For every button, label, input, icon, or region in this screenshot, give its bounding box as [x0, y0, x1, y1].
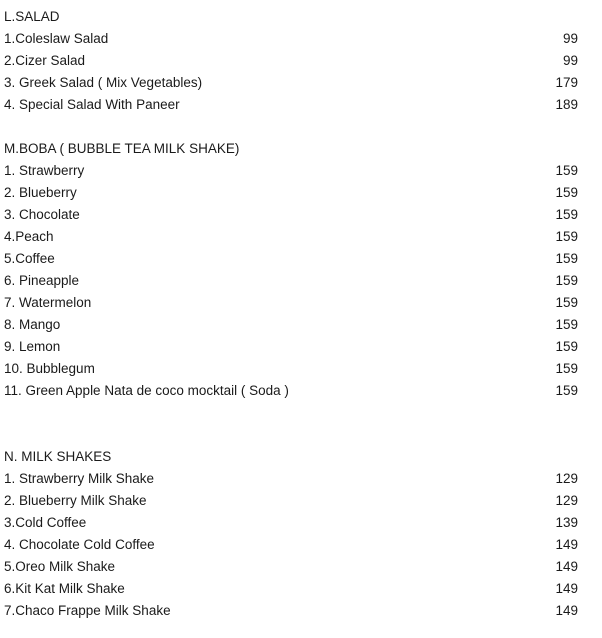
- item-price: 149: [555, 581, 578, 596]
- menu-item: [4, 72, 578, 94]
- menu-item: [4, 468, 578, 490]
- item-price: 189: [555, 97, 578, 112]
- menu-item: [4, 534, 578, 556]
- item-price: 159: [555, 317, 578, 332]
- item-price: 159: [555, 383, 578, 398]
- menu-item: [4, 336, 578, 358]
- section-spacer: [4, 116, 578, 138]
- item-name: 4.Peach: [4, 229, 54, 244]
- item-name: 4. Chocolate Cold Coffee: [4, 537, 155, 552]
- item-price: 129: [555, 471, 578, 486]
- item-price: 159: [555, 185, 578, 200]
- section-heading: N. MILK SHAKES: [4, 449, 112, 464]
- item-price: 149: [555, 537, 578, 552]
- section-salad: [4, 6, 578, 116]
- item-price: 99: [562, 53, 578, 68]
- menu-item: [4, 314, 578, 336]
- section-spacer: [4, 402, 578, 446]
- item-name: 8. Mango: [4, 317, 61, 332]
- menu-item: [4, 556, 578, 578]
- menu-item: [4, 160, 578, 182]
- section-heading: L.SALAD: [4, 9, 60, 24]
- item-name: 7.Chaco Frappe Milk Shake: [4, 603, 171, 618]
- item-name: 1.Coleslaw Salad: [4, 31, 109, 46]
- menu-item: [4, 28, 578, 50]
- item-name: 1. Strawberry: [4, 163, 85, 178]
- item-name: 2.Cizer Salad: [4, 53, 86, 68]
- item-price: 99: [562, 31, 578, 46]
- item-price: 129: [555, 493, 578, 508]
- menu-item: [4, 204, 578, 226]
- item-price: 149: [555, 559, 578, 574]
- item-price: 159: [555, 339, 578, 354]
- item-price: 159: [555, 163, 578, 178]
- item-name: 3. Greek Salad ( Mix Vegetables): [4, 75, 203, 90]
- section-heading: M.BOBA ( BUBBLE TEA MILK SHAKE): [4, 141, 240, 156]
- item-name: 4. Special Salad With Paneer: [4, 97, 180, 112]
- item-name: 3.Cold Coffee: [4, 515, 87, 530]
- item-price: 149: [555, 603, 578, 618]
- item-price: 159: [555, 207, 578, 222]
- item-name: 3. Chocolate: [4, 207, 80, 222]
- item-name: 2. Blueberry: [4, 185, 77, 200]
- menu-item: [4, 226, 578, 248]
- item-price: 159: [555, 229, 578, 244]
- item-name: 9. Lemon: [4, 339, 61, 354]
- menu-item: [4, 270, 578, 292]
- menu-item: [4, 182, 578, 204]
- item-name: 5.Coffee: [4, 251, 55, 266]
- item-price: 179: [555, 75, 578, 90]
- menu-item: [4, 292, 578, 314]
- menu-item: [4, 512, 578, 534]
- menu-item: [4, 600, 578, 622]
- menu-item: [4, 358, 578, 380]
- menu-item: [4, 578, 578, 600]
- menu-item: [4, 490, 578, 512]
- item-name: 11. Green Apple Nata de coco mocktail ( Soda ): [4, 383, 289, 398]
- menu-page: [4, 6, 578, 622]
- section-boba: [4, 138, 578, 402]
- section-milk-shakes: [4, 446, 578, 622]
- item-name: 6. Pineapple: [4, 273, 80, 288]
- menu-item: [4, 248, 578, 270]
- menu-item: [4, 94, 578, 116]
- item-name: 1. Strawberry Milk Shake: [4, 471, 155, 486]
- item-price: 159: [555, 295, 578, 310]
- item-name: 10. Bubblegum: [4, 361, 95, 376]
- item-price: 159: [555, 273, 578, 288]
- item-name: 7. Watermelon: [4, 295, 92, 310]
- item-name: 5.Oreo Milk Shake: [4, 559, 116, 574]
- item-price: 139: [555, 515, 578, 530]
- item-price: 159: [555, 361, 578, 376]
- menu-item: [4, 380, 578, 402]
- item-name: 2. Blueberry Milk Shake: [4, 493, 147, 508]
- menu-item: [4, 50, 578, 72]
- item-name: 6.Kit Kat Milk Shake: [4, 581, 125, 596]
- item-price: 159: [555, 251, 578, 266]
